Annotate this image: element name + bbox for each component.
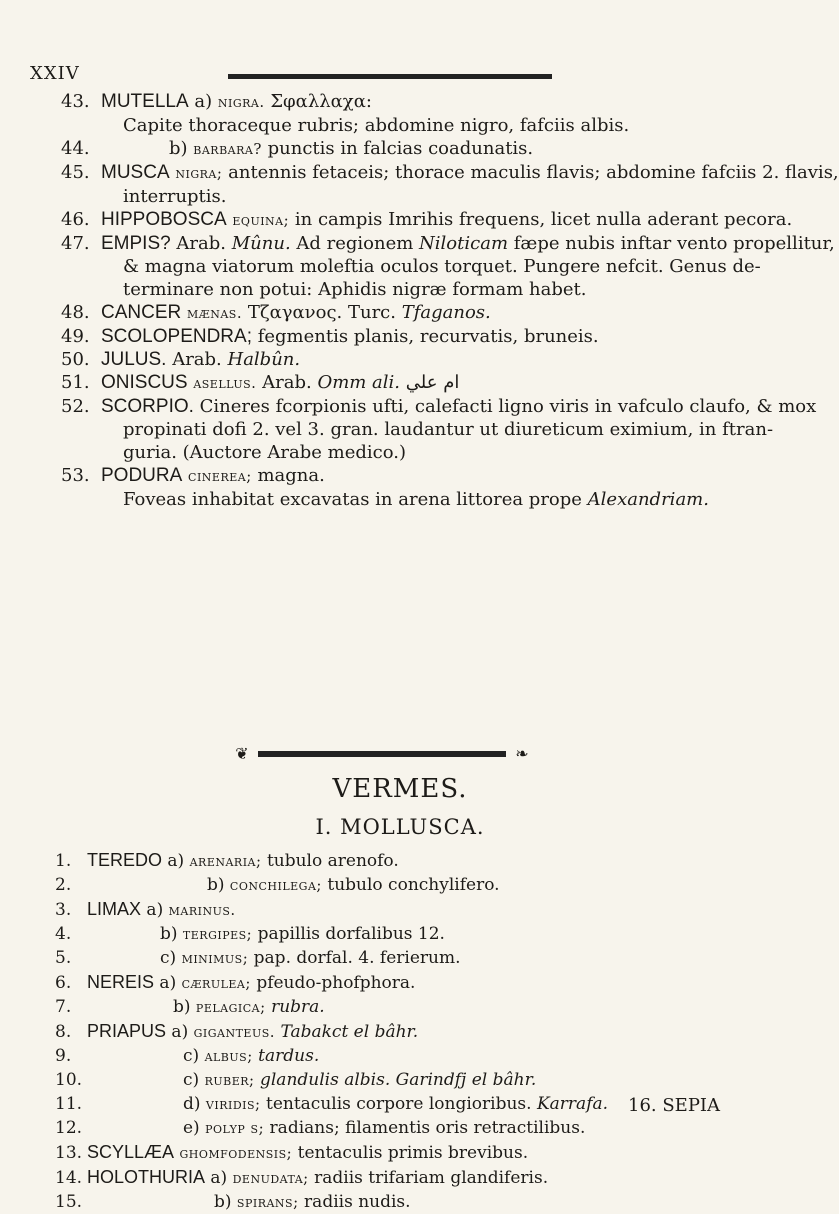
- taxon-name: HIPPOBOSCA: [101, 209, 227, 230]
- entry-text: fegmentis planis, recurvatis, bruneis.: [251, 326, 599, 347]
- taxon-name: SCOLOPENDRA;: [101, 326, 252, 347]
- entry-text: propinati dofi 2. vel 3. gran. laudantur ut diureticum eximium, in ftran-: [123, 419, 774, 440]
- entry-text: Τζαγανος. Turc.: [242, 302, 402, 323]
- entry-line: [0, 348, 800, 371]
- vernacular-name: Mûnu.: [231, 233, 291, 254]
- entry-text: papillis dorfalibus 12.: [252, 924, 445, 944]
- entry-number: 11.: [55, 1094, 83, 1114]
- taxon-name: JULUS.: [101, 349, 167, 370]
- entry-text: terminare non potui: Aphidis nigræ formam habet.: [123, 279, 587, 300]
- species-epithet: pelagica;: [195, 998, 266, 1016]
- place-name: Alexandriam.: [587, 489, 709, 510]
- vermes-entry-line: [0, 922, 800, 946]
- vernacular-name: Garindfj el bâhr.: [395, 1070, 537, 1090]
- section-subtitle: I. MOLLUSCA.: [315, 815, 485, 839]
- entry-continuation: [0, 114, 800, 137]
- entry-text: a): [188, 91, 218, 112]
- entry-line: [0, 395, 817, 418]
- entry-number: 8.: [55, 1022, 72, 1042]
- entry-number: 53.: [61, 465, 90, 486]
- vermes-entry-line: [0, 1140, 800, 1165]
- entry-line: [0, 371, 800, 395]
- entry-number: 47.: [61, 233, 90, 254]
- entry-number: 50.: [61, 349, 90, 370]
- entry-text: a): [166, 1022, 194, 1042]
- entry-continuation: [0, 255, 800, 278]
- entry-number: 46.: [61, 209, 90, 230]
- entry-text: pap. dorfal. 4. ferierum.: [248, 948, 461, 968]
- taxon-name: SCYLLÆA: [87, 1142, 175, 1162]
- entry-text: punctis in falcias coadunatis.: [261, 138, 534, 159]
- entry-text: Arab.: [256, 372, 318, 393]
- species-epithet: cinerea;: [188, 467, 252, 485]
- entry-line: [0, 90, 800, 114]
- vermes-entry-line: [0, 1044, 800, 1068]
- vermes-entry-line: [0, 1116, 800, 1140]
- species-epithet: nigra;: [175, 164, 223, 182]
- entry-text: b): [169, 138, 194, 159]
- taxon-name: EMPIS?: [101, 233, 171, 254]
- species-epithet: conchilega;: [229, 876, 322, 894]
- entry-line: [0, 232, 835, 255]
- entry-text: a): [205, 1168, 233, 1188]
- species-epithet: barbara?: [193, 140, 262, 158]
- entry-text: e): [183, 1118, 206, 1138]
- entry-number: 52.: [61, 396, 90, 417]
- taxon-name: SCORPIO.: [101, 396, 194, 417]
- entry-continuation: [0, 441, 800, 464]
- species-epithet: minimus;: [181, 949, 249, 967]
- taxon-name: MUTELLA: [101, 91, 189, 112]
- taxon-name: MUSCA: [101, 162, 170, 183]
- entry-line: [0, 161, 839, 185]
- vernacular-name: Tabakct el bâhr.: [280, 1022, 419, 1042]
- entry-number: 45.: [61, 162, 90, 183]
- ornament-left-icon: ❦: [235, 744, 249, 763]
- species-epithet: albus;: [204, 1047, 253, 1065]
- vermes-entry-line: [0, 1190, 800, 1214]
- entry-text: Arab.: [170, 233, 232, 254]
- taxon-name: PODURA: [101, 465, 183, 486]
- vermes-entry-line: [0, 897, 800, 922]
- taxon-name: PRIAPUS: [87, 1021, 167, 1041]
- vernacular-name: rubra.: [271, 997, 325, 1017]
- vermes-entry-line: [0, 995, 800, 1019]
- entry-text: Foveas inhabitat excavatas in arena littorea prope: [123, 489, 588, 510]
- vernacular-name: Halbûn.: [227, 349, 301, 370]
- entry-text: interruptis.: [123, 186, 227, 207]
- page-number: XXIV: [30, 63, 80, 84]
- header-rule: [228, 74, 552, 79]
- entry-text: Cineres fcorpionis ufti, calefacti ligno viris in vafculo claufo, & mox: [193, 396, 817, 417]
- vermes-entry-line: [0, 848, 800, 873]
- species-epithet: viridis;: [205, 1095, 261, 1113]
- vernacular-name: tardus.: [258, 1046, 320, 1066]
- entry-text: radians; filamentis oris retractilibus.: [264, 1118, 586, 1138]
- entry-text: fæpe nubis inftar vento propellitur,: [508, 233, 835, 254]
- entry-text: antennis fetaceis; thorace maculis flavis; abdomine fafciis 2. flavis,: [222, 162, 839, 183]
- entry-number: 44.: [61, 138, 90, 159]
- entry-text: pfeudo-phofphora.: [250, 973, 416, 993]
- entry-number: 7.: [55, 997, 72, 1017]
- entry-line: [0, 464, 800, 488]
- vermes-entry-line: [0, 1019, 800, 1044]
- catchword: 16. SEPIA: [628, 1095, 721, 1116]
- species-epithet: denudata;: [232, 1169, 309, 1187]
- entry-number: 12.: [55, 1118, 83, 1138]
- vernacular-name: glandulis albis.: [259, 1070, 391, 1090]
- entry-number: 48.: [61, 302, 90, 323]
- vermes-entry-line: [0, 946, 800, 970]
- entry-number: 3.: [55, 900, 72, 920]
- entry-text: a): [141, 900, 169, 920]
- vermes-entry-line: [0, 970, 800, 995]
- entry-text: radiis trifariam glandiferis.: [308, 1168, 549, 1188]
- section-title: VERMES.: [332, 774, 468, 804]
- entry-continuation: [0, 488, 800, 511]
- species-epithet: ghomfodensis;: [179, 1144, 293, 1162]
- vernacular-name: Tfaganos.: [401, 302, 491, 323]
- entry-line: [0, 208, 800, 232]
- vernacular-name: Karrafa.: [536, 1094, 609, 1114]
- entry-text: magna.: [251, 465, 325, 486]
- entry-line: [0, 137, 800, 161]
- taxon-name: CANCER: [101, 302, 182, 323]
- entry-text: in campis Imrihis frequens, licet nulla aderant pecora.: [289, 209, 793, 230]
- vermes-entry-line: [0, 1165, 800, 1190]
- species-epithet: polyp s;: [205, 1119, 265, 1137]
- species-epithet: cærulea;: [181, 974, 251, 992]
- entry-text: radiis nudis.: [298, 1192, 411, 1212]
- species-epithet: spirans;: [236, 1193, 299, 1211]
- entry-number: 51.: [61, 372, 90, 393]
- section-ornament: [232, 745, 532, 763]
- species-epithet: asellus.: [193, 374, 257, 392]
- entry-number: 14.: [55, 1168, 83, 1188]
- species-epithet: nigra.: [217, 93, 265, 111]
- entry-line: [0, 301, 800, 325]
- entry-text: Arab.: [166, 349, 228, 370]
- entry-number: 5.: [55, 948, 72, 968]
- entry-number: 15.: [55, 1192, 83, 1212]
- entry-number: 9.: [55, 1046, 72, 1066]
- entry-number: 13.: [55, 1143, 83, 1163]
- entry-continuation: [0, 185, 800, 208]
- species-epithet: marinus.: [168, 901, 236, 919]
- entry-number: 4.: [55, 924, 72, 944]
- entry-continuation: [0, 278, 800, 301]
- entry-line: [0, 325, 800, 348]
- entry-text: ام علي: [400, 372, 460, 393]
- entry-text: tubulo conchylifero.: [321, 875, 500, 895]
- species-epithet: tergipes;: [182, 925, 253, 943]
- entry-text: c): [183, 1070, 205, 1090]
- taxon-name: TEREDO: [87, 850, 163, 870]
- entry-number: 1.: [55, 851, 72, 871]
- entry-number: 43.: [61, 91, 90, 112]
- vermes-entries: [0, 848, 800, 1214]
- entry-continuation: [0, 418, 800, 441]
- vermes-entry-line: [0, 1068, 800, 1092]
- vermes-entry-line: [0, 873, 800, 897]
- entry-text: b): [214, 1192, 237, 1212]
- entry-text: a): [162, 851, 190, 871]
- entry-text: c): [160, 948, 182, 968]
- entry-text: a): [154, 973, 182, 993]
- vernacular-name: Omm ali.: [317, 372, 401, 393]
- taxon-name: HOLOTHURIA: [87, 1167, 206, 1187]
- entry-number: 10.: [55, 1070, 83, 1090]
- entry-text: guria. (Auctore Arabe medico.): [123, 442, 406, 463]
- insect-entries: [0, 90, 839, 511]
- entry-number: 49.: [61, 326, 90, 347]
- species-epithet: giganteus.: [193, 1023, 276, 1041]
- taxon-name: ONISCUS: [101, 372, 188, 393]
- ornament-right-icon: ❧: [515, 744, 529, 763]
- entry-text: b): [173, 997, 196, 1017]
- vernacular-name: Niloticam: [419, 233, 509, 254]
- entry-text: c): [183, 1046, 205, 1066]
- entry-text: tentaculis corpore longioribus.: [260, 1094, 537, 1114]
- entry-text: & magna viatorum moleftia oculos torquet. Pungere nefcit. Genus de-: [123, 256, 761, 277]
- species-epithet: equina;: [232, 211, 290, 229]
- entry-text: Ad regionem: [290, 233, 420, 254]
- entry-text: tubulo arenofo.: [261, 851, 399, 871]
- taxon-name: LIMAX: [87, 899, 142, 919]
- entry-text: Σφαλλαχα:: [264, 91, 372, 112]
- species-epithet: ruber;: [204, 1071, 255, 1089]
- entry-number: 2.: [55, 875, 72, 895]
- entry-text: b): [160, 924, 183, 944]
- taxon-name: NEREIS: [87, 972, 155, 992]
- ornament-bar: [258, 751, 506, 757]
- entry-text: d): [183, 1094, 206, 1114]
- entry-text: tentaculis primis brevibus.: [292, 1143, 529, 1163]
- species-epithet: mænas.: [186, 304, 243, 322]
- species-epithet: arenaria;: [189, 852, 262, 870]
- entry-text: Capite thoraceque rubris; abdomine nigro, fafciis albis.: [123, 115, 630, 136]
- entry-number: 6.: [55, 973, 72, 993]
- entry-text: b): [207, 875, 230, 895]
